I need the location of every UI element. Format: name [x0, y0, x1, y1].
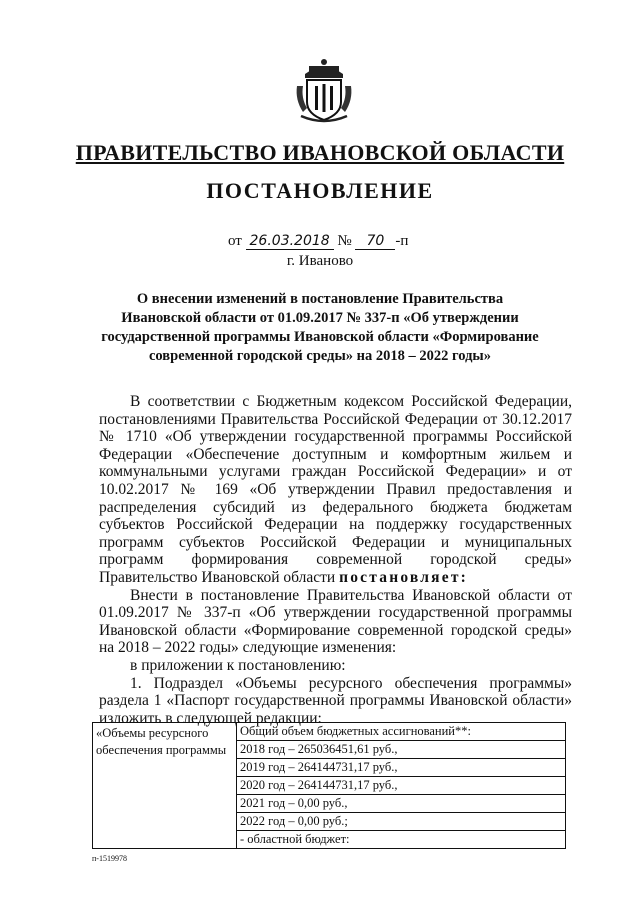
budget-line: Общий объем бюджетных ассигнований**:: [237, 723, 565, 741]
number-suffix: -п: [395, 233, 409, 249]
document-type: ПОСТАНОВЛЕНИЕ: [206, 178, 434, 203]
date-prefix: от: [228, 233, 242, 249]
budget-line: 2021 год – 0,00 руб.,: [237, 795, 565, 813]
table-left-cell: «Объемы ресурсного обеспечения программы: [93, 723, 237, 849]
document-heading: О внесении изменений в постановление Правительства Ивановской области от 01.09.2017 № 337-п «Об утверждении государственной программы Ивановской области «Формирование современной городской среды» на 2018 – 2022 годы»: [101, 291, 539, 364]
paragraph-preamble: [99, 393, 572, 587]
number-sign: №: [337, 233, 352, 249]
coat-of-arms-emblem: [293, 56, 355, 124]
paragraph-item-1: 1. Подраздел «Объемы ресурсного обеспечения программы» раздела 1 «Паспорт государственной программы Ивановской области» изложить в следующей редакции:: [99, 674, 572, 727]
date-number-line: [228, 233, 408, 250]
handwritten-date: 26.03.2018: [246, 233, 334, 250]
resource-table: [92, 722, 566, 849]
government-title: ПРАВИТЕЛЬСТВО ИВАНОВСКОЙ ОБЛАСТИ: [75, 140, 565, 165]
paragraph-amend: Внести в постановление Правительства Ивановской области от 01.09.2017 № 337-п «Об утверждении государственной программы Ивановской области «Формирование современной городской среды» на 2018 – 2022 годы» следующие изменения:: [99, 586, 572, 657]
handwritten-number: 70: [355, 233, 395, 250]
budget-line: 2019 год – 264144731,17 руб.,: [237, 759, 565, 777]
budget-line: 2018 год – 265036451,61 руб.,: [237, 741, 565, 759]
budget-line: 2020 год – 264144731,17 руб.,: [237, 777, 565, 795]
footer-code: п-1519978: [92, 854, 127, 863]
decree-word: постановляет:: [339, 568, 468, 586]
budget-line: - областной бюджет:: [240, 832, 350, 846]
document-body: [99, 393, 572, 727]
preamble-text: В соответствии с Бюджетным кодексом Российской Федерации, постановлениями Правительства Российской Федерации от 30.12.2017 № 1710 «Об утверждении государственной программы Российской Федерации «Обеспечение доступным и комфортным жильем и коммунальными услугами граждан Российской Федерации» и от 10.02.2017 № 169 «Об утверждении Правил предоставления и распределения субсидий из федерального бюджета бюджетам субъектов Российской Федерации на поддержку государственных программ субъектов Российской Федерации и муниципальных программ формирования современной городской среды» Правительство Ивановской области: [99, 393, 572, 586]
city: г. Иваново: [286, 253, 354, 269]
budget-line: 2022 год – 0,00 руб.;: [237, 813, 565, 831]
table-row: [93, 723, 566, 849]
table-right-cell: [237, 723, 566, 849]
paragraph-annex: в приложении к постановлению:: [130, 656, 346, 674]
